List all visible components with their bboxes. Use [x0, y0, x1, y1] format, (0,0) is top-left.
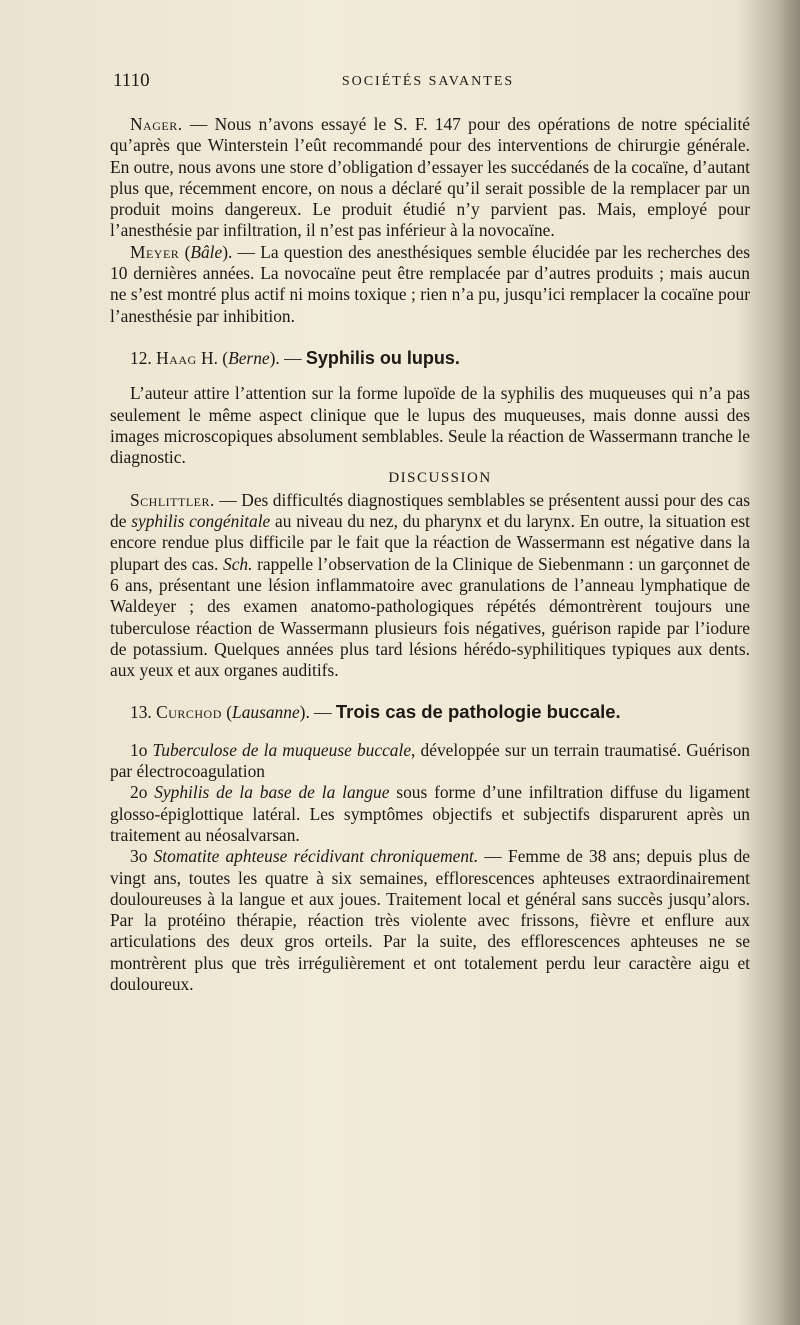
case-1-title: Tuberculose de la muqueuse buccale: [152, 739, 412, 760]
schlittler-text-1: — Des difficultés diagnostiques semblables se présentent aussi pour des cas de: [110, 489, 750, 532]
case-3-title: Stomatite aphteuse récidivant chroniquement.: [153, 846, 479, 867]
case-3-text: — Femme de 38 ans; depuis plus de vingt ans, toutes les quatre à six semaines, efflorescences aphteuses extraordinairement douloureuses à la langue et aux joues. Traitement local et général sans succès jusqu’alors. Par la protéino thérapie, réaction très violente avec frissons, fièvre et enflure aux articulations des deux gros orteils. Par la suite, des efflorescences aphteuses ne se montrèrent plus que très irrégulièrement et ont totalement perdu leur caractère aigu et douloureux.: [110, 846, 750, 994]
case-2-number: 2o: [130, 782, 148, 803]
paragraph-meyer: Meyer (Bâle). — La question des anesthésiques semble élucidée par les recherches des 10 dernières années. La novocaïne peut être remplacée par d’autres produits ; mais aucun ne s’est montré plus actif ni moins toxique ; rien n’a pu, jusqu’ici remplacer la cocaïne pour l’anesthésie par inhibition.: [110, 241, 750, 326]
section-13-dash: —: [309, 702, 336, 723]
case-2-title: Syphilis de la base de la langue: [154, 782, 390, 803]
section-12-title: 12. Haag H. (Berne). — Syphilis ou lupus.: [130, 347, 460, 368]
case-item-3: [110, 846, 750, 995]
paragraph-schlittler: [110, 490, 750, 682]
case-1-number: 1o: [130, 739, 148, 760]
section-13-number: 13.: [130, 702, 152, 723]
schlittler-italic-1: syphilis congénitale: [131, 511, 271, 532]
section-12-dash: —: [279, 347, 306, 368]
paragraph-nager: [110, 114, 750, 242]
meyer-city: Bâle: [190, 241, 223, 262]
case-2-text: sous forme d’une infiltration diffuse du ligament glosso-épiglottique latéral. Les symptômes objectifs et subjectifs disparurent après un traitement au néosalvarsan.: [110, 782, 750, 845]
meyer-text: — La question des anesthésiques semble élucidée par les recherches des 10 dernières années. La novocaïne peut être remplacée par d’autres produits ; mais aucun ne s’est montré plus actif ni moins toxique ; rien n’a pu, jusqu’ici remplacer la cocaïne pour l’anesthésie par inhibition.: [110, 241, 750, 326]
section-12-author: Haag: [156, 347, 197, 368]
running-title: SOCIÉTÉS SAVANTES: [341, 74, 515, 89]
nager-text: — Nous n’avons essayé le S. F. 147 pour des opérations de notre spécialité qu’après que Winterstein l’eût recommandé pour des interventions de chirurgie générale. En outre, nous avons une store d’obligation d’essayer les succédanés de la cocaïne, d’autant plus que, récemment encore, on nous a déclaré qu’il serait possible de la remplacer par un produit moins dangereux. Le produit étudié n’y parvient pas. Mais, employé pour l’anesthésie par infiltration, il n’est pas inférieur à la novocaïne.: [110, 114, 750, 241]
section-12-number: 12.: [130, 347, 152, 368]
schlittler-text-2: au niveau du nez, du pharynx et du larynx. En outre, la situation est encore rendue plus difficile par le fait que la réaction de Wassermann est négative dans la plupart des cas.: [110, 511, 750, 574]
case-item-2: [110, 782, 750, 846]
section-12-heading: Syphilis ou lupus.: [305, 347, 460, 368]
case-item-1: [110, 740, 750, 783]
section-13-heading: Trois cas de pathologie buccale.: [335, 701, 621, 723]
page-number: 1110: [113, 70, 150, 91]
speaker-meyer: Meyer: [130, 241, 180, 262]
page-header: [113, 70, 743, 100]
case-1-text: , développée sur un terrain traumatisé. Guérison par électrocoagulation: [110, 739, 750, 782]
discussion-heading: DISCUSSION: [388, 470, 492, 487]
speaker-schlittler: Schlittler.: [130, 489, 215, 510]
schlittler-italic-2: Sch.: [223, 553, 253, 574]
page-content: [110, 114, 750, 995]
section-12-city: Berne: [228, 347, 270, 368]
section-12-initial: H.: [201, 347, 218, 368]
section-13-title: 13. Curchod (Lausanne). — Trois cas de pathologie buccale.: [130, 701, 621, 723]
speaker-nager: Nager.: [130, 114, 183, 134]
section-12-body: L’auteur attire l’attention sur la forme lupoïde de la syphilis des muqueuses qui n’a pas seulement le même aspect clinique que le lupus des muqueuses, mais donne aussi des images microscopiques absolument semblables. Seule la réaction de Wassermann tranche le diagnostic.: [110, 383, 750, 468]
case-3-number: 3o: [130, 846, 148, 867]
schlittler-text-3: rappelle l’observation de la Clinique de Siebenmann : un garçonnet de 6 ans, présentant une lésion inflammatoire avec granulations de l’anneau lymphatique de Waldeyer ; des examen anatomo-pathologiques répétés démontrèrent toujours une tuberculose réaction de Wassermann plusieurs fois négatives, guérison rapide par l’iodure de potassium. Quelques années plus tard lésions hérédo-syphilitiques typiques aux dents. aux yeux et aux organes auditifs.: [110, 553, 750, 681]
section-13-city: Lausanne: [232, 702, 300, 723]
section-13-author: Curchod: [156, 702, 222, 723]
